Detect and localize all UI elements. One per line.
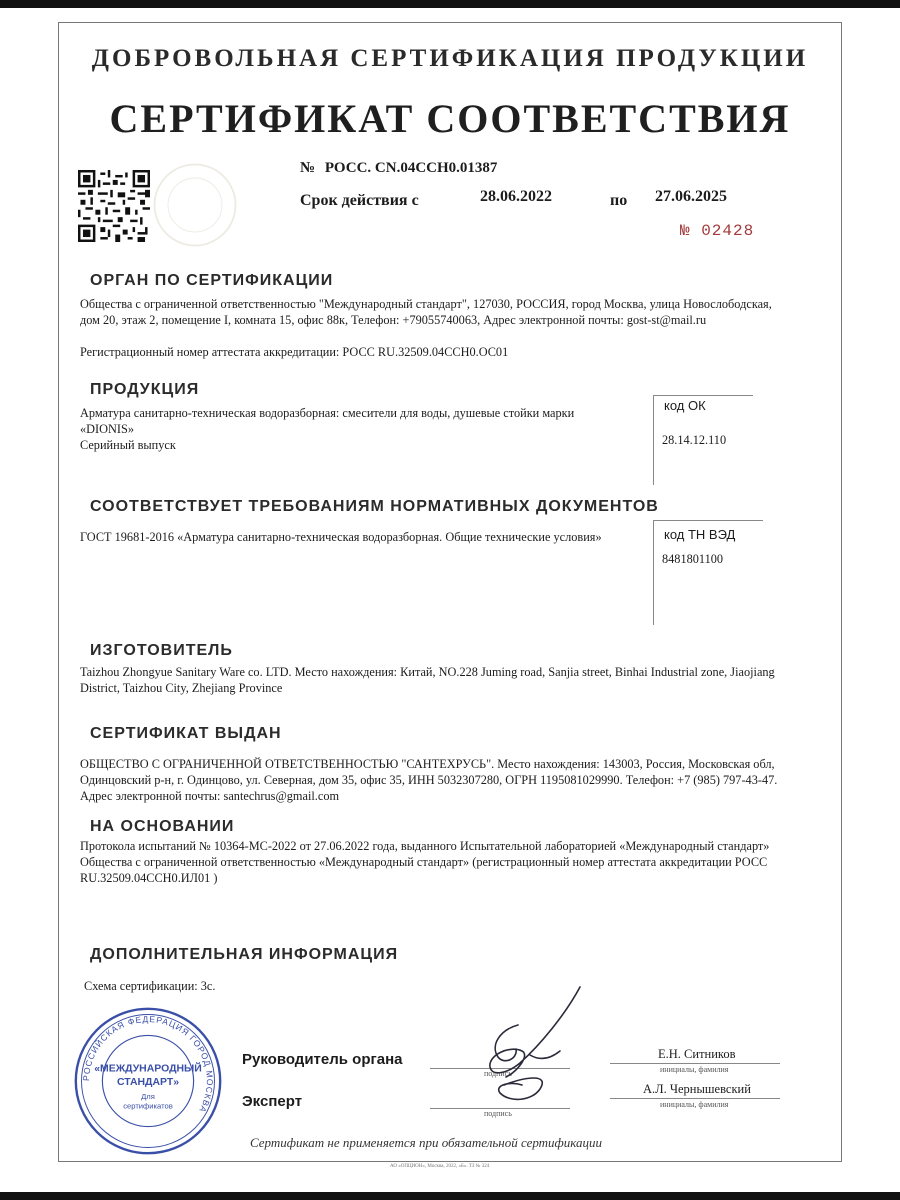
expert-signature-caption: подпись xyxy=(484,1109,512,1118)
product-code-value: 28.14.12.110 xyxy=(662,433,727,447)
qr-code-icon xyxy=(78,170,150,242)
expert-name-caption: инициалы, фамилия xyxy=(660,1100,729,1109)
conformity-text: ГОСТ 19681-2016 «Арматура санитарно-техническая водоразборная. Общие технические условия» xyxy=(80,530,602,544)
number-prefix: № xyxy=(300,160,316,176)
validity-to-label: по xyxy=(610,192,628,209)
head-signature-caption: подпись xyxy=(484,1069,512,1078)
stamp-outer-text: РОССИЙСКАЯ ФЕДЕРАЦИЯ ГОРОД МОСКВА xyxy=(81,1014,215,1115)
top-scan-border xyxy=(0,0,900,8)
footer-note: Сертификат не применяется при обязательной сертификации xyxy=(250,1135,603,1150)
basis-heading: НА ОСНОВАНИИ xyxy=(90,818,235,835)
conformity-heading: СООТВЕТСТВУЕТ ТРЕБОВАНИЯМ НОРМАТИВНЫХ ДОКУМЕНТОВ xyxy=(90,498,659,515)
additional-heading: ДОПОЛНИТЕЛЬНАЯ ИНФОРМАЦИЯ xyxy=(90,946,399,963)
manufacturer-text: Taizhou Zhongyue Sanitary Ware co. LTD. Место нахождения: Китай, NO.228 Juming road, Sanjia street, Binhai Industrial zone, Jiaojiang District, Taizhou City, Zhejiang Province xyxy=(80,665,775,695)
head-name-caption: инициалы, фамилия xyxy=(660,1065,729,1074)
stamp-center-line2: СТАНДАРТ» xyxy=(116,1076,180,1088)
expert-name-line xyxy=(610,1098,780,1099)
additional-text: Схема сертификации: 3с. xyxy=(84,979,216,993)
product-code-label: код ОК xyxy=(664,398,706,413)
stamp-center-line1: «МЕЖДУНАРОДНЫЙ xyxy=(94,1063,202,1075)
product-heading: ПРОДУКЦИЯ xyxy=(90,381,200,398)
certificate-number: РОСС. CN.04ССН0.01387 xyxy=(324,160,498,176)
product-code-top-line xyxy=(653,395,753,396)
product-text: Арматура санитарно-техническая водоразборная: смесители для воды, душевые стойки марки «DIONIS» xyxy=(80,406,575,436)
blank-serial-number: № 02428 xyxy=(680,222,755,240)
organ-heading: ОРГАН ПО СЕРТИФИКАЦИИ xyxy=(90,272,334,289)
manufacturer-heading: ИЗГОТОВИТЕЛЬ xyxy=(90,642,233,659)
expert-name: А.Л. Чернышевский xyxy=(643,1082,751,1096)
stamp-center-line3: Для xyxy=(141,1092,155,1102)
product-serial: Серийный выпуск xyxy=(80,438,176,452)
certificate-title: СЕРТИФИКАТ СООТВЕТСТВИЯ xyxy=(109,96,791,141)
conformity-code-value: 8481801100 xyxy=(662,552,724,566)
product-code-divider xyxy=(653,395,654,485)
issued-text: ОБЩЕСТВО С ОГРАНИЧЕННОЙ ОТВЕТСТВЕННОСТЬЮ "САНТЕХРУСЬ". Место нахождения: 143003, Россия, Московская обл, Одинцовский р-н, г. Одинцово, ул. Северная, дом 35, офис 35, ИНН 5032307280, ОГРН 1195081029990. Телефон: +7 (985) 797-43-47. Адрес электронной почты: santechrus@gmail.com xyxy=(80,757,778,803)
valid-from-date: 28.06.2022 xyxy=(480,188,552,205)
conformity-code-label: код ТН ВЭД xyxy=(664,527,736,542)
conformity-code-top-line xyxy=(653,520,763,521)
organ-text: Общества с ограниченной ответственностью "Международный стандарт", 127030, РОССИЯ, город Москва, улица Новослободская, дом 20, этаж 2, помещение I, комната 15, офис 88к, Телефон: +79055740063, Адрес электронной почты: gost-st@mail.ru xyxy=(80,297,772,327)
head-signatory-label: Руководитель органа xyxy=(242,1051,403,1068)
basis-text: Протокола испытаний № 10364-МС-2022 от 27.06.2022 года, выданного Испытательной лабораторией «Международный стандарт» Общества с ограниченной ответственностью «Международный стандарт» (регистрационный номер аттестата аккредитации РОСС RU.32509.04ССН0.ИЛ01 ) xyxy=(80,839,770,885)
organization-stamp-icon xyxy=(72,1005,224,1157)
valid-to-date: 27.06.2025 xyxy=(655,188,727,205)
printer-info: АО «ОПЦИОН», Москва, 2022, «Б». ТЗ № 324 xyxy=(390,1164,490,1169)
certificate-supertitle: ДОБРОВОЛЬНАЯ СЕРТИФИКАЦИЯ ПРОДУКЦИИ xyxy=(91,45,809,72)
expert-signatory-label: Эксперт xyxy=(242,1093,303,1110)
stamp-center-line4: сертификатов xyxy=(123,1101,173,1111)
issued-heading: СЕРТИФИКАТ ВЫДАН xyxy=(90,725,282,742)
organ-accreditation: Регистрационный номер аттестата аккредитации: РОСС RU.32509.04ССН0.ОС01 xyxy=(80,345,509,359)
certificate-number-line xyxy=(300,160,497,177)
faint-emboss-seal-icon xyxy=(150,160,240,250)
handwritten-signature-icon xyxy=(470,985,590,1125)
head-name-line xyxy=(610,1063,780,1064)
bottom-scan-border xyxy=(0,1192,900,1200)
validity-label: Срок действия с xyxy=(300,192,419,209)
conformity-code-divider xyxy=(653,520,654,625)
head-name: Е.Н. Ситников xyxy=(658,1047,736,1061)
